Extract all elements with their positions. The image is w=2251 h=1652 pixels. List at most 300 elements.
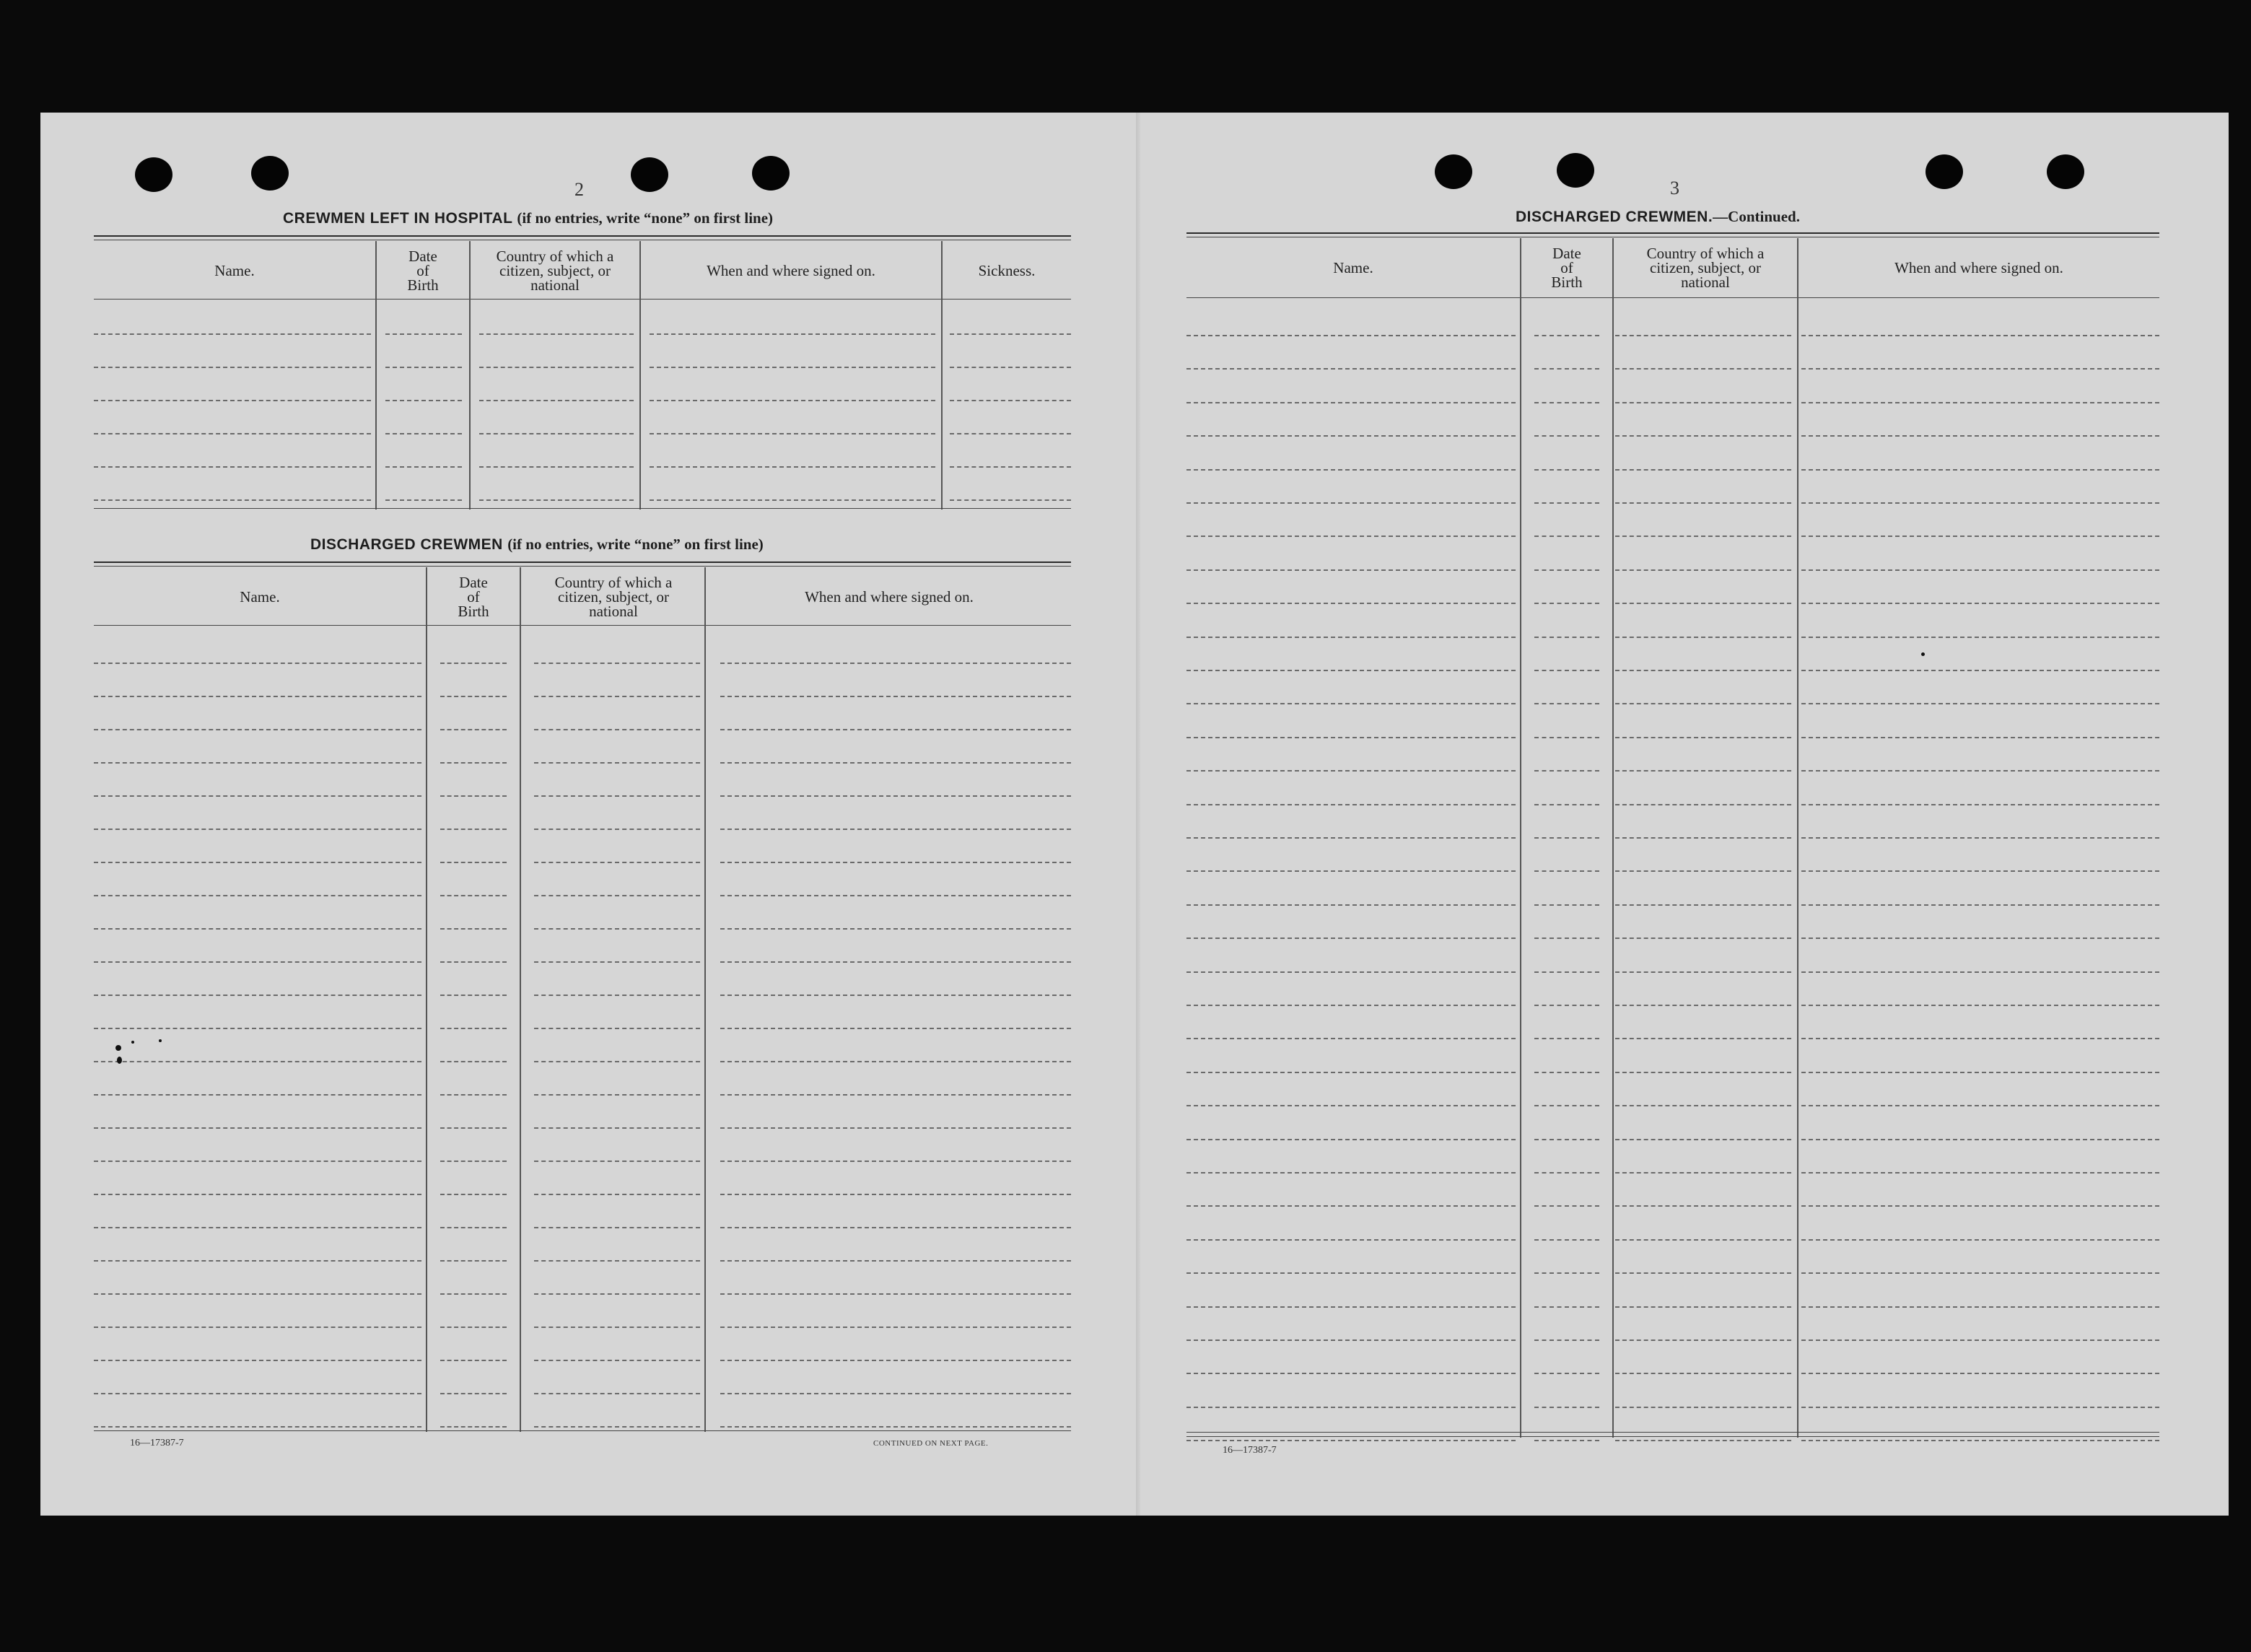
entry-line [1801,1205,2159,1207]
entry-line [720,1061,1071,1062]
column-header-signed-on: When and where signed on. [805,588,974,606]
entry-line [650,466,935,468]
discharged-title-text: DISCHARGED CREWMEN [310,536,503,553]
entry-line [1615,1038,1791,1039]
entry-line [1615,737,1791,738]
entry-line [440,762,507,764]
entry-line [1534,1005,1599,1006]
entry-line [1534,502,1599,504]
entry-line [440,961,507,963]
entry-line [385,433,462,434]
entry-line [1534,770,1599,772]
entry-line [1801,1407,2159,1408]
entry-line [1615,837,1791,839]
hospital-table [94,235,1071,510]
entry-line [1534,1272,1599,1274]
entry-line [1186,670,1516,671]
entry-line [534,795,700,797]
entry-line [1186,837,1516,839]
entry-line [385,333,462,335]
entry-line [1186,1272,1516,1274]
entry-line [1615,1172,1791,1174]
entry-line [94,466,371,468]
entry-line [534,729,700,730]
continued-note: CONTINUED ON NEXT PAGE. [873,1439,989,1448]
entry-line [1801,502,2159,504]
entry-line [720,663,1071,664]
column-header-country: Country of which a citizen, subject, or national [1646,245,1765,291]
entry-line [440,1293,507,1295]
entry-line [534,862,700,863]
entry-line [1534,1239,1599,1241]
entry-line [1534,904,1599,906]
entry-line [534,663,700,664]
column-divider [1797,238,1798,1438]
entry-line [1186,737,1516,738]
entry-line [1615,637,1791,638]
form-number-right: 16—17387-7 [1223,1445,1277,1456]
column-divider [704,567,706,1432]
entry-line [1615,469,1791,471]
column-header-name: Name. [240,588,280,606]
entry-line [94,499,371,501]
entry-line [1801,837,2159,839]
entry-line [1534,536,1599,537]
entry-line [1534,1205,1599,1207]
entry-line [1534,1072,1599,1073]
entry-line [1615,1239,1791,1241]
entry-line [440,862,507,863]
hospital-instruction: (if no entries, write “none” on first line) [517,209,774,227]
column-divider [520,567,521,1432]
entry-line [720,1426,1071,1428]
table-top-rule [94,561,1071,563]
entry-line [1615,770,1791,772]
entry-line [720,1260,1071,1262]
column-header-country: Country of which a citizen, subject, or national [554,574,673,620]
punch-hole [631,157,668,192]
entry-line [94,862,421,863]
punch-hole [135,157,172,192]
entry-line [1534,971,1599,973]
table-top-rule [94,566,1071,567]
entry-line [94,1194,421,1195]
entry-line [94,1393,421,1394]
entry-line [534,1260,700,1262]
entry-line [94,729,421,730]
entry-line [1615,804,1791,805]
entry-line [1615,1139,1791,1140]
entry-line [1534,837,1599,839]
column-header-sickness: Sickness. [978,262,1036,279]
entry-line [1615,971,1791,973]
entry-line [1801,804,2159,805]
entry-line [1534,368,1599,370]
entry-line [1186,804,1516,805]
column-header-signed-on: When and where signed on. [1894,259,2063,276]
hospital-title-text: CREWMEN LEFT IN HOSPITAL [283,210,513,227]
entry-line [479,333,634,335]
entry-line [1534,402,1599,403]
entry-line [440,1028,507,1029]
entry-line [440,1094,507,1096]
entry-line [1801,368,2159,370]
entry-line [440,729,507,730]
column-header-date-of-birth: Date of Birth [1551,245,1583,291]
entry-line [1801,1306,2159,1308]
entry-line [1186,1440,1516,1441]
hospital-section-title [283,209,773,227]
entry-line [1801,1272,2159,1274]
column-divider [1520,238,1521,1438]
column-header-name: Name. [214,262,255,279]
entry-line [534,829,700,830]
column-divider [375,241,377,510]
entry-line [1534,1038,1599,1039]
entry-line [720,1094,1071,1096]
entry-line [650,433,935,434]
entry-line [1615,1005,1791,1006]
entry-line [1615,904,1791,906]
table-top-rule [1186,232,2159,234]
entry-line [720,862,1071,863]
entry-line [534,1227,700,1228]
punch-hole [1435,154,1472,189]
entry-line [1615,703,1791,704]
entry-line [1615,335,1791,336]
column-divider [639,241,641,510]
entry-line [950,466,1071,468]
entry-line [1615,569,1791,571]
entry-line [1186,502,1516,504]
entry-line [1801,1105,2159,1106]
entry-line [534,895,700,896]
entry-line [479,466,634,468]
entry-line [1615,1306,1791,1308]
entry-line [1801,1440,2159,1441]
entry-line [440,1393,507,1394]
entry-line [720,928,1071,930]
entry-line [1186,971,1516,973]
entry-line [1186,402,1516,403]
entry-line [440,1426,507,1428]
entry-line [1801,703,2159,704]
entry-line [720,1293,1071,1295]
entry-line [720,961,1071,963]
entry-line [1186,870,1516,872]
entry-line [720,1327,1071,1328]
entry-line [440,663,507,664]
entry-line [720,1161,1071,1162]
entry-line [720,1393,1071,1394]
entry-line [1801,1139,2159,1140]
entry-line [1801,536,2159,537]
entry-line [720,729,1071,730]
discharged-table [94,561,1071,1432]
entry-line [479,367,634,368]
entry-line [1534,569,1599,571]
ink-speck [115,1045,121,1051]
entry-line [534,1426,700,1428]
entry-line [479,433,634,434]
entry-line [1186,603,1516,604]
entry-line [479,499,634,501]
entry-line [1801,569,2159,571]
continued-suffix: —Continued. [1713,208,1800,225]
column-divider [426,567,427,1432]
entry-line [440,895,507,896]
entry-line [1801,1239,2159,1241]
entry-line [950,367,1071,368]
entry-line [720,1127,1071,1129]
entry-line [94,1293,421,1295]
entry-line [1186,770,1516,772]
entry-line [94,1127,421,1129]
entry-line [440,795,507,797]
column-divider [941,241,943,510]
entry-line [1534,1306,1599,1308]
entry-line [94,1028,421,1029]
entry-line [1534,637,1599,638]
entry-line [94,1061,421,1062]
entry-line [1615,1339,1791,1341]
entry-line [440,1127,507,1129]
column-divider [469,241,471,510]
punch-hole [752,156,790,191]
entry-line [1801,1038,2159,1039]
column-header-country: Country of which a citizen, subject, or national [496,248,614,294]
entry-line [1534,1407,1599,1408]
entry-line [1186,1407,1516,1408]
entry-line [1615,1072,1791,1073]
entry-line [94,433,371,434]
entry-line [1615,1373,1791,1374]
entry-line [1801,1005,2159,1006]
entry-line [1801,1072,2159,1073]
entry-line [94,928,421,930]
entry-line [1801,1339,2159,1341]
entry-line [94,829,421,830]
entry-line [1534,938,1599,939]
entry-line [1534,870,1599,872]
entry-line [1801,1172,2159,1174]
entry-line [94,1094,421,1096]
entry-line [534,1161,700,1162]
entry-line [385,367,462,368]
entry-line [650,400,935,401]
entry-line [440,1161,507,1162]
discharged-continued-table [1186,232,2159,1436]
header-bottom-rule [94,625,1071,626]
entry-line [1615,870,1791,872]
entry-line [94,895,421,896]
entry-line [534,1094,700,1096]
entry-line [1615,670,1791,671]
table-top-rule [94,235,1071,237]
column-header-date-of-birth: Date of Birth [407,248,439,294]
entry-line [1534,703,1599,704]
entry-line [1534,435,1599,437]
header-bottom-rule [1186,297,2159,298]
entry-line [440,1227,507,1228]
entry-line [1801,637,2159,638]
entry-line [1186,536,1516,537]
entry-line [1186,1373,1516,1374]
column-header-signed-on: When and where signed on. [707,262,875,279]
entry-line [1615,536,1791,537]
entry-line [534,1293,700,1295]
ink-speck [117,1057,122,1064]
entry-line [440,1260,507,1262]
entry-line [440,829,507,830]
entry-line [1186,904,1516,906]
entry-line [94,367,371,368]
table-bottom-rule [1186,1436,2159,1437]
entry-line [1186,569,1516,571]
entry-line [650,499,935,501]
entry-line [1186,938,1516,939]
entry-line [94,1426,421,1428]
entry-line [440,696,507,697]
discharged-section-title [310,536,764,554]
page-fold [1136,113,1140,1516]
entry-line [720,829,1071,830]
entry-line [94,696,421,697]
entry-line [1801,603,2159,604]
header-bottom-rule [94,299,1071,300]
table-bottom-rule [94,508,1071,509]
entry-line [1186,368,1516,370]
entry-line [1615,1407,1791,1408]
entry-line [534,1327,700,1328]
entry-line [1186,1306,1516,1308]
entry-line [534,1360,700,1361]
entry-line [650,367,935,368]
entry-line [1534,1105,1599,1106]
entry-line [1801,1373,2159,1374]
entry-line [94,1260,421,1262]
entry-line [94,1360,421,1361]
entry-line [94,400,371,401]
entry-line [1534,469,1599,471]
entry-line [1534,804,1599,805]
entry-line [1801,402,2159,403]
entry-line [1186,1005,1516,1006]
entry-line [1534,335,1599,336]
entry-line [94,762,421,764]
entry-line [1615,938,1791,939]
entry-line [1615,1272,1791,1274]
entry-line [1186,1139,1516,1140]
entry-line [1801,435,2159,437]
entry-line [1534,737,1599,738]
entry-line [385,466,462,468]
entry-line [534,995,700,996]
entry-line [1534,670,1599,671]
entry-line [1615,1205,1791,1207]
entry-line [1186,435,1516,437]
entry-line [1186,1172,1516,1174]
entry-line [534,961,700,963]
entry-line [1186,469,1516,471]
discharged-continued-text: DISCHARGED CREWMEN. [1516,209,1713,225]
table-bottom-rule [94,1430,1071,1431]
entry-line [440,1061,507,1062]
entry-line [1534,1172,1599,1174]
entry-line [1186,1072,1516,1073]
entry-line [1186,1038,1516,1039]
entry-line [720,762,1071,764]
entry-line [479,400,634,401]
ink-speck [131,1041,134,1044]
form-number-left: 16—17387-7 [130,1438,184,1448]
entry-line [720,1227,1071,1228]
entry-line [94,995,421,996]
entry-line [1615,603,1791,604]
entry-line [1186,1239,1516,1241]
entry-line [1534,1339,1599,1341]
entry-line [440,1194,507,1195]
entry-line [720,1360,1071,1361]
ink-speck [159,1039,162,1042]
entry-line [1801,938,2159,939]
punch-hole [1926,154,1963,189]
table-bottom-rule [1186,1432,2159,1433]
entry-line [1801,469,2159,471]
entry-line [534,1393,700,1394]
entry-line [440,1360,507,1361]
entry-line [1186,1205,1516,1207]
entry-line [950,400,1071,401]
entry-line [1186,1339,1516,1341]
entry-line [950,499,1071,501]
entry-line [440,1327,507,1328]
column-header-date-of-birth: Date of Birth [458,574,489,620]
discharged-instruction: (if no entries, write “none” on first line) [507,536,764,553]
entry-line [1801,870,2159,872]
entry-line [1534,1373,1599,1374]
entry-line [94,1327,421,1328]
entry-line [1615,368,1791,370]
entry-line [1186,335,1516,336]
entry-line [534,1127,700,1129]
punch-hole [251,156,289,191]
punch-hole [2047,154,2084,189]
entry-line [1186,703,1516,704]
entry-line [440,928,507,930]
page-number-right: 3 [1670,178,1679,198]
entry-line [950,433,1071,434]
entry-line [720,895,1071,896]
entry-line [1615,502,1791,504]
entry-line [94,1227,421,1228]
entry-line [534,696,700,697]
entry-line [1801,971,2159,973]
entry-line [440,995,507,996]
entry-line [94,1161,421,1162]
entry-line [385,400,462,401]
column-divider [1612,238,1614,1438]
entry-line [534,1194,700,1195]
entry-line [1801,335,2159,336]
entry-line [1534,1440,1599,1441]
ink-speck [1921,652,1925,656]
entry-line [720,1028,1071,1029]
discharged-continued-title [1516,208,1800,226]
entry-line [720,995,1071,996]
entry-line [94,961,421,963]
entry-line [1534,1139,1599,1140]
